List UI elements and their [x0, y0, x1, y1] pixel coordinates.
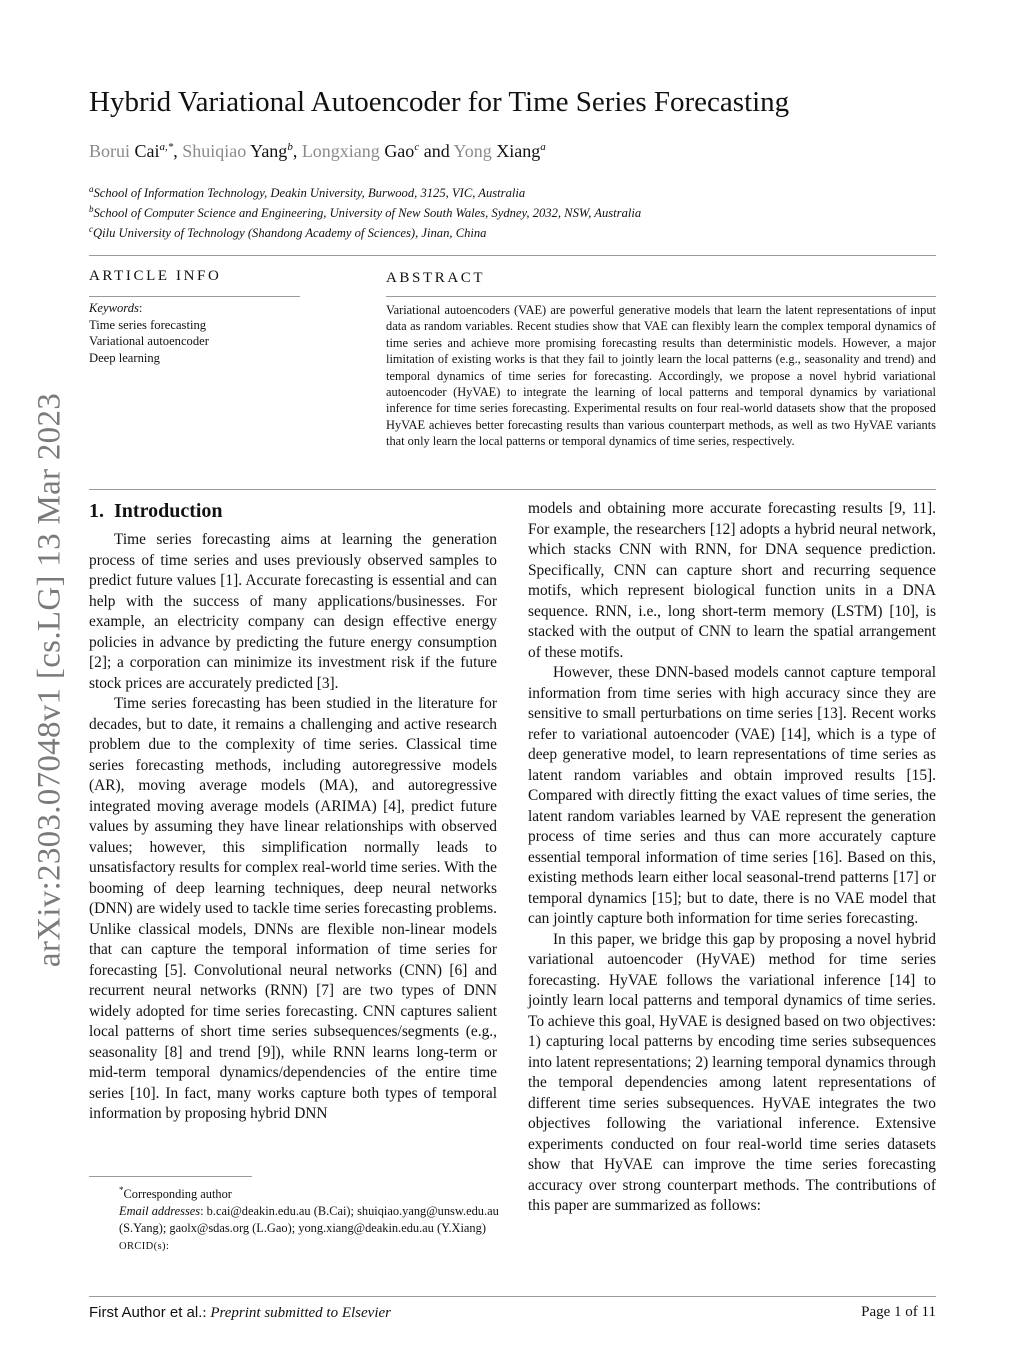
affiliation: $^a$School of Information Technology, Deakin University, Burwood, 3125, VIC, Australia — [89, 184, 526, 201]
footnote-divider — [89, 1176, 252, 1177]
author: Yong Xiang$^a$ — [453, 141, 546, 161]
author: Borui Cai$^{a,*}$, — [89, 141, 183, 161]
keyword: Deep learning — [89, 350, 160, 365]
page-number: Page 1 of 11 — [861, 1304, 936, 1320]
author: Longxiang Gao$^c$ and — [301, 141, 454, 161]
abstract-text: Variational autoencoders (VAE) are powerful generative models that learn the latent representations of input data as random variables. Recent studies show that VAE can flexibly learn the complex temporal dynamics of time series and achieve more promising forecasting results than deterministic models. However, a major limitation of existing works is that they fail to jointly learn the local patterns (e.g., seasonality and trend) and temporal dynamics of time series for forecasting. Accordingly, we propose a novel hybrid variational autoencoder (HyVAE) to integrate the learning of local patterns and temporal dynamics by variational inference for time series forecasting. Experimental results on four real-world datasets show that the proposed HyVAE achieves better forecasting results than various counterpart methods, as well as two HyVAE variants that only learn the local patterns or temporal dynamics of time series, respectively. — [386, 303, 936, 449]
abstract-divider — [386, 296, 936, 297]
author-list — [89, 141, 546, 162]
right-column — [528, 499, 936, 1217]
affiliation: $^c$Qilu University of Technology (Shandong Academy of Sciences), Jinan, China — [89, 224, 487, 241]
footnote: *Corresponding author Email addresses: b.cai@deakin.edu.au (B.Cai); shuiqiao.yang@unsw.edu.au (S.Yang); gaolx@sdas.org (L.Gao); yong.xiang@deakin.edu.au (Y.Xiang) ORCID(s): — [119, 1185, 499, 1253]
footer-citation: First Author et al.: Preprint submitted to Elsevier — [89, 1304, 391, 1321]
abstract-heading: ABSTRACT — [386, 270, 486, 286]
keyword: Variational autoencoder — [89, 334, 209, 348]
arxiv-identifier-stamp: arXiv:2303.07048v1 [cs.LG] 13 Mar 2023 — [31, 392, 68, 968]
affiliation: $^b$School of Computer Science and Engineering, University of New South Wales, Sydney, 2032, NSW, Australia — [89, 204, 642, 221]
header-divider — [89, 255, 936, 256]
footer-divider — [89, 1296, 936, 1297]
abstract-end-divider — [89, 489, 936, 490]
article-info-heading: ARTICLE INFO — [89, 268, 222, 284]
section-heading: 1. Introduction — [89, 500, 223, 522]
author: Shuiqiao Yang$^b$, — [182, 141, 302, 161]
keywords-block: Keywords: Time series forecasting Variational autoencoder Deep learning — [89, 301, 209, 365]
paragraph: In this paper, we bridge this gap by proposing a novel hybrid variational autoencoder (HyVAE) method for time series forecasting. HyVAE follows the variational inference [14] to jointly learn local patterns and temporal dynamics of time series. To achieve this goal, HyVAE is designed based on two objectives: 1) capturing local patterns by encoding time series subsequences into latent representations; 2) learning temporal dynamics through the temporal dependencies among latent representations of different time series subsequences. HyVAE integrates the two objectives following the variational inference. Extensive experiments conducted on four real-world time series datasets show that HyVAE can improve the time series forecasting accuracy over strong counterpart methods. The contributions of this paper are summarized as follows: — [528, 930, 936, 1214]
paragraph: However, these DNN-based models cannot capture temporal information from time series with high accuracy since they are sensitive to small perturbations on time series [13]. Recent works refer to variational autoencoder (VAE) [14], which is a type of deep generative model, to learn representations of time series as latent random variables and obtain improved results [15]. Compared with directly fitting the exact values of time series, the latent random variables learned by VAE represent the generation process of time series and thus can more accurately capture essential temporal information of time series [16]. Based on this, existing methods learn either local seasonal-trend patterns [17] or temporal dynamics [15]; but to date, there is no VAE model that can jointly capture both information for time series forecasting. — [528, 664, 936, 927]
keyword: Time series forecasting — [89, 317, 207, 332]
paper-title: Hybrid Variational Autoencoder for Time Series Forecasting — [89, 86, 790, 118]
article-info-divider — [89, 296, 300, 297]
paragraph: Time series forecasting aims at learning the generation process of time series and uses previously observed samples to predict future values [1]. Accurate forecasting is essential and can help with the success of many applications/businesses. For example, an electricity company can design effective energy policies in advance by predicting the future energy consumption [2]; a corporation can minimize its investment risk if the future stock prices are accurately predicted [3]. — [89, 531, 497, 692]
paragraph: Time series forecasting has been studied in the literature for decades, but to date, it remains a challenging and active research problem due to the complexity of time series. Classical time series forecasting methods, including autoregressive models (AR), moving average models (MA), and autoregressive integrated moving average models (ARIMA) [4], predict future values by assuming they have linear relationships with observed values; however, this simplification normally leads to unsatisfactory results for complex real-world time series. With the booming of deep learning techniques, deep neural networks (DNN) are widely used to tackle time series forecasting problems. Unlike classical models, DNNs are flexible non-linear models that can capture the temporal information of time series for forecasting [5]. Convolutional neural networks (CNN) [6] and recurrent neural networks (RNN) [7] are two types of DNN widely adopted for time series forecasting. CNN captures salient local patterns of short time series subsequences/segments (e.g., seasonality [8] and trend [9]), while RNN learns long-term or mid-term temporal dynamics/dependencies of the entire time series [10]. In fact, many works capture both types of temporal information by proposing hybrid DNN — [89, 695, 497, 1122]
left-column — [89, 530, 497, 1125]
paragraph: models and obtaining more accurate forecasting results [9, 11]. For example, the researchers [12] adopts a hybrid neural network, which stacks CNN with RNN, for DNA sequence prediction. Specifically, CNN can capture short and recurring sequence motifs, which represent biological function units in a DNA sequence. RNN, i.e., long short-term memory (LSTM) [10], is stacked with the output of CNN to learn the spatial arrangement of these motifs. — [528, 500, 936, 661]
